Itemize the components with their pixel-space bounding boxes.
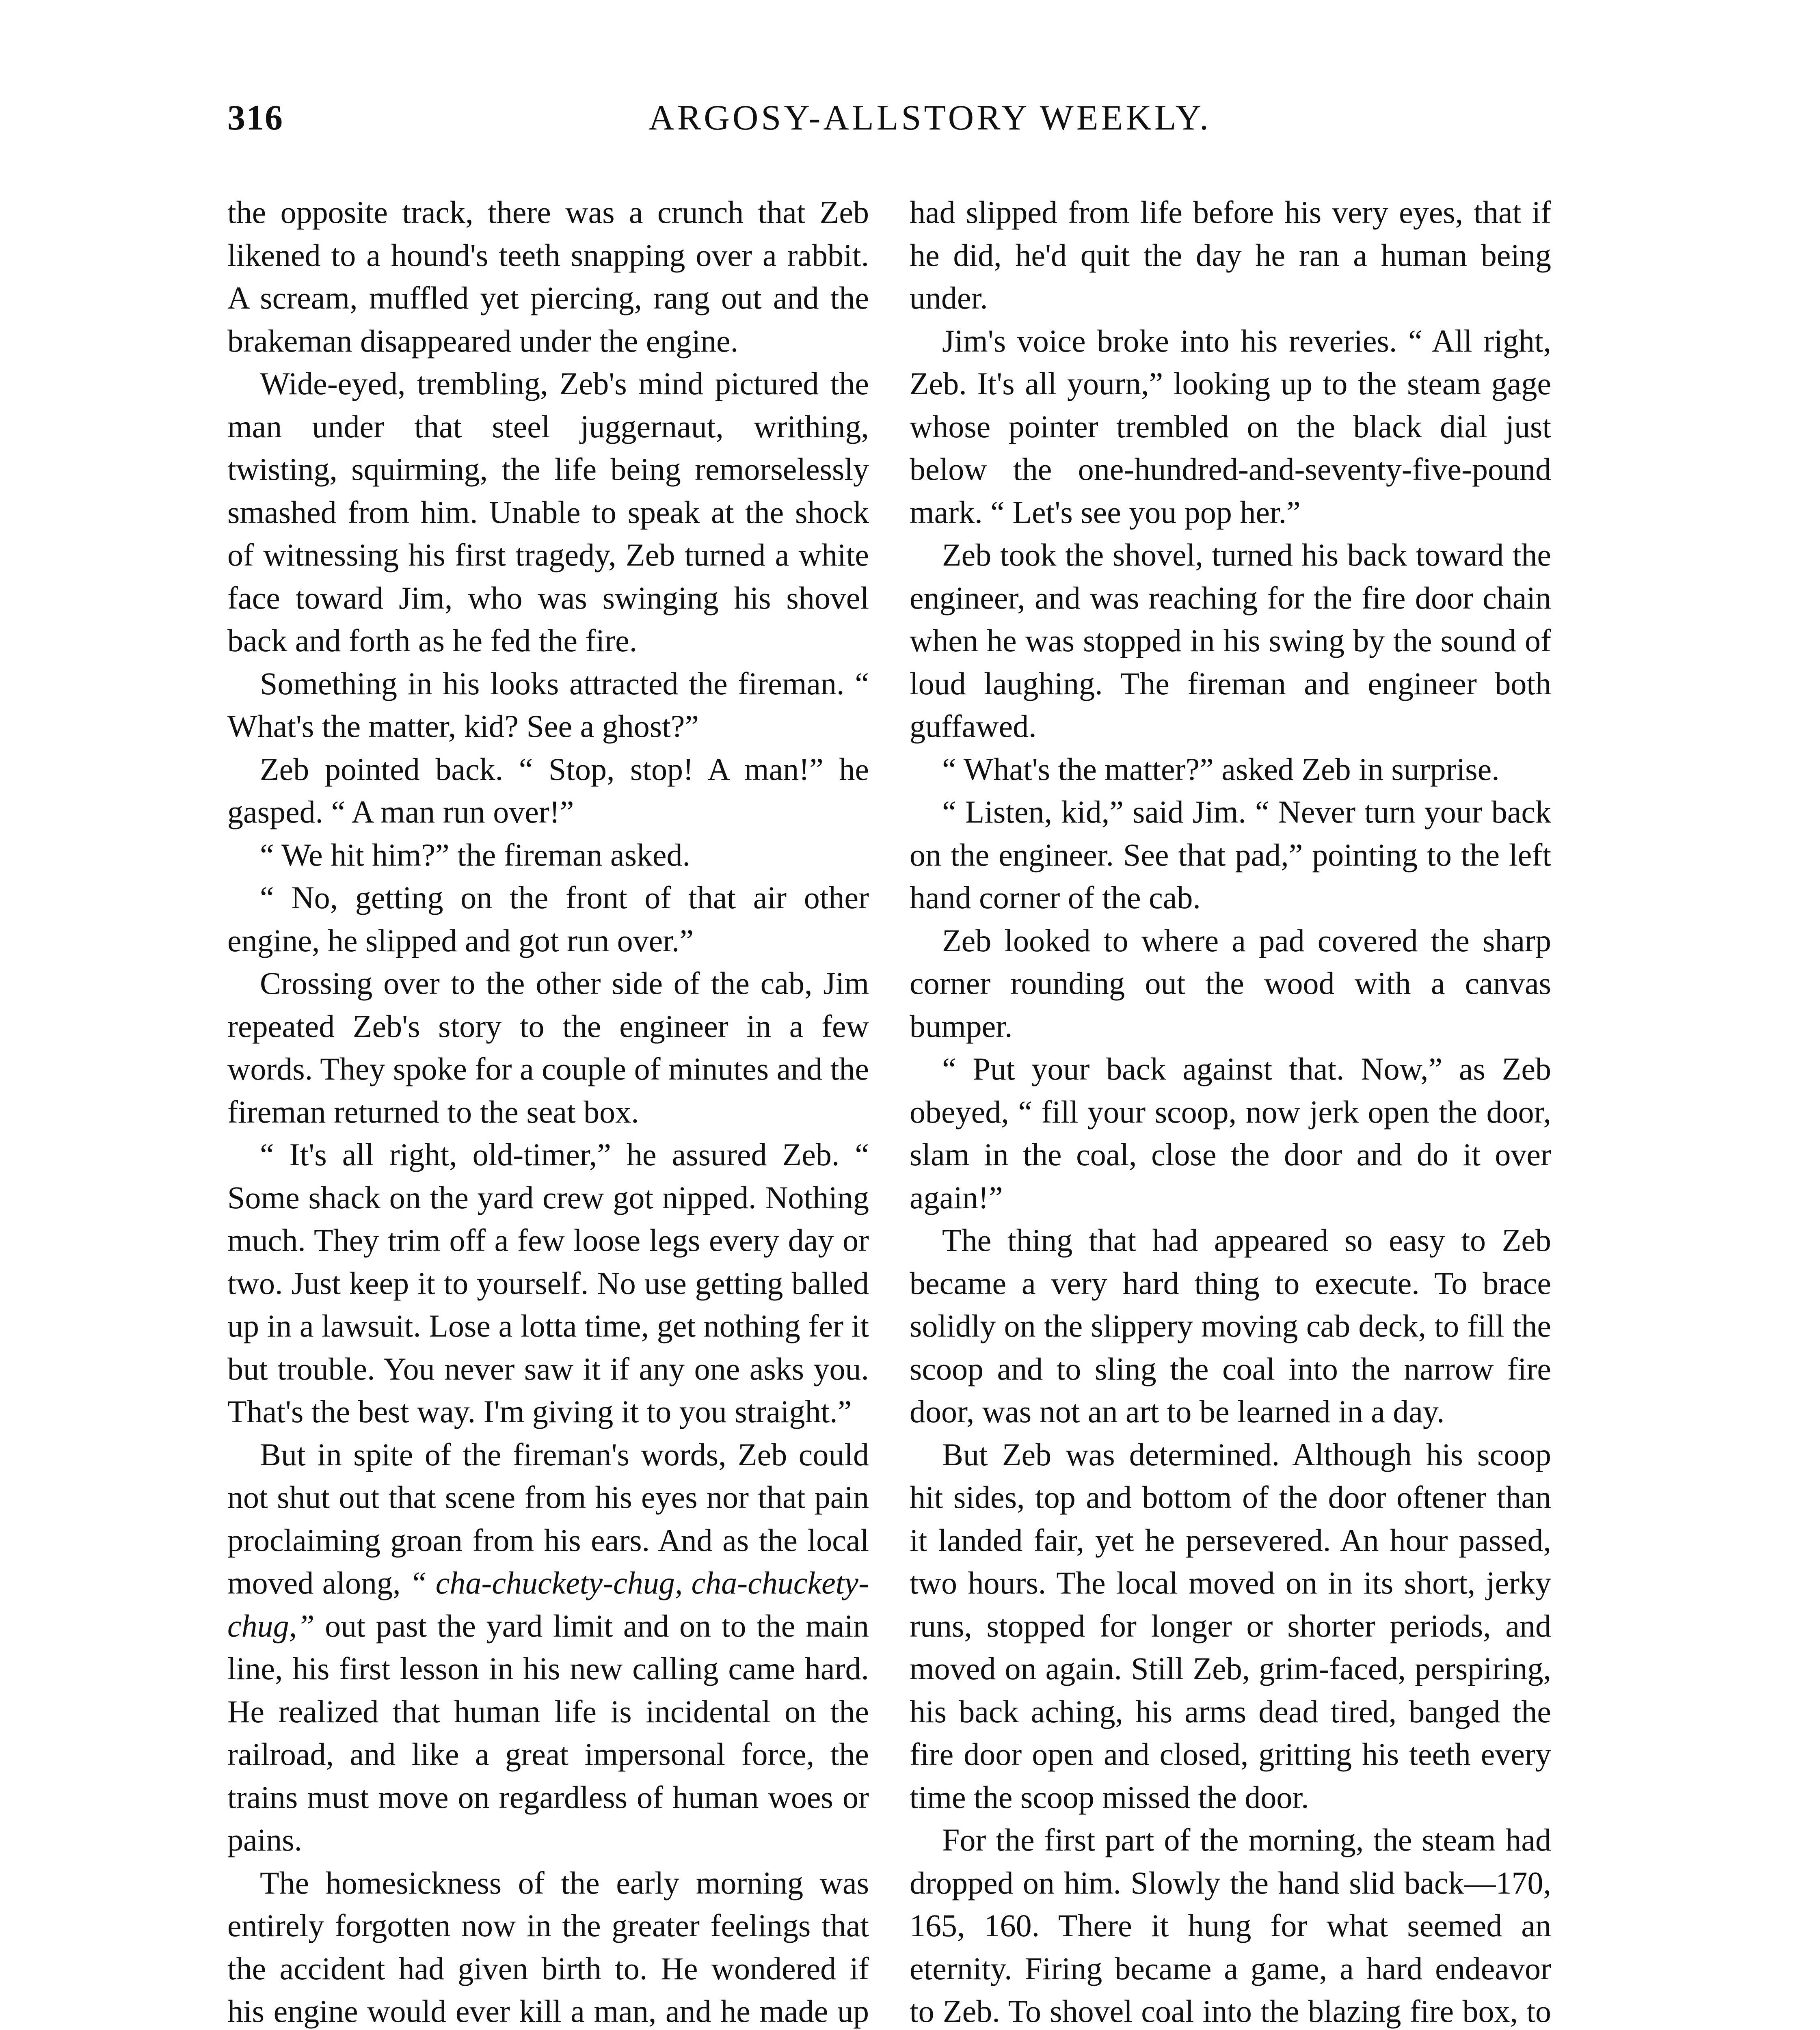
- paragraph: The thing that had appeared so easy to Zeb became a very hard thing to execute. To brace solidly on the slippery moving cab deck, to fill the scoop and to sling the coal into the narrow fire door, was not an art to be learned in a day.: [910, 1222, 1551, 1429]
- paragraph: “ What's the matter?” asked Zeb in surprise.: [942, 751, 1500, 787]
- paragraph: For the first part of the morning, the steam had dropped on him. Slowly the hand slid back—170, 165, 160. There it hung for what seemed an eternity. Firing became a game, a hard endeavor to Zeb. To shovel coal into the blazing fire box, to: [910, 1822, 1551, 2029]
- paragraph: “ Put your back against that. Now,” as Zeb obeyed, “ fill your scoop, now jerk open the door, slam in the coal, close the door and do it over again!”: [910, 1051, 1551, 1215]
- paragraph: Jim's voice broke into his reveries. “ All right, Zeb. It's all yourn,” looking up to the steam gage whose pointer trembled on the black dial just below the one-hundred-and-seventy-five-pound mark. “ Let's see you pop her.”: [910, 323, 1551, 530]
- italic-sound-effect: “ cha-chuckety-chug, cha-chuckety-chug,”: [227, 1565, 869, 1643]
- paragraph: Zeb pointed back. “ Stop, stop! A man!” he gasped. “ A man run over!”: [227, 751, 869, 829]
- paragraph: Something in his looks attracted the fireman. “ What's the matter, kid? See a ghost?”: [227, 665, 869, 744]
- paragraph: had slipped from life before his very eyes, that if he did, he'd quit the day he ran a human being under.: [910, 194, 1551, 315]
- paragraph: “ It's all right, old-timer,” he assured Zeb. “ Some shack on the yard crew got nipped. Nothing much. They trim off a few loose legs every day or two. Just keep it to yourself. No use getting balled up in a lawsuit. Lose a lotta time, get nothing fer it but trouble. You never saw it if any one asks you. That's the best way. I'm giving it to you straight.”: [227, 1137, 869, 1429]
- running-head: ARGOSY-ALLSTORY WEEKLY.: [648, 98, 1211, 138]
- paragraph: Zeb looked to where a pad covered the sharp corner rounding out the wood with a canvas bumper.: [910, 922, 1551, 1044]
- paragraph: the opposite track, there was a crunch that Zeb likened to a hound's teeth snapping over a rabbit. A scream, muffled yet piercing, rang out and the brakeman disappeared under the engine.: [227, 194, 869, 358]
- paragraph: Wide-eyed, trembling, Zeb's mind pictured the man under that steel juggernaut, writhing, twisting, squirming, the life being remorselessly smashed from him. Unable to speak at the shock of witnessing his first tragedy, Zeb turned a white face toward Jim, who was swinging his shovel back and forth as he fed the fire.: [227, 366, 869, 658]
- paragraph: But Zeb was determined. Although his scoop hit sides, top and bottom of the door oftener than it landed fair, yet he persevered. An hour passed, two hours. The local moved on in its short, jerky runs, stopped for longer or shorter periods, and moved on again. Still Zeb, grim-faced, perspiring, his back aching, his arms dead tired, banged the fire door open and closed, gritting his teeth every time the scoop missed the door.: [910, 1436, 1551, 1815]
- paragraph: The homesickness of the early morning was entirely forgotten now in the greater feelings that the accident had given birth to. He wondered if his engine would ever kill a man, and he made up: [227, 1865, 869, 2029]
- paragraph-text: But in spite of the fireman's words, Zeb could not shut out that scene from his eyes nor that pain proclaiming groan from his ears. And as the local moved along,: [227, 1436, 869, 1600]
- paragraph-text: out past the yard limit and on to the main line, his first lesson in his new calling came hard. He realized that human life is incidental on the railroad, and like a great impersonal force, the trains must move on regardless of human woes or pains.: [227, 1608, 869, 1857]
- paragraph: “ We hit him?” the fireman asked.: [260, 837, 691, 872]
- paragraph: Crossing over to the other side of the cab, Jim repeated Zeb's story to the engineer in a few words. They spoke for a couple of minutes and the fireman returned to the seat box.: [227, 965, 869, 1129]
- page-header: [227, 97, 1632, 154]
- paragraph: Zeb took the shovel, turned his back toward the engineer, and was reaching for the fire door chain when he was stopped in his swing by the sound of loud laughing. The fireman and engineer both guffawed.: [910, 537, 1551, 744]
- paragraph: “ No, getting on the front of that air other engine, he slipped and got run over.”: [227, 880, 869, 958]
- paragraph: [227, 1433, 869, 1862]
- left-column: [227, 191, 869, 2030]
- right-column: [910, 191, 1551, 2030]
- page-number: 316: [227, 98, 283, 138]
- paragraph: “ Listen, kid,” said Jim. “ Never turn your back on the engineer. See that pad,” pointing to the left hand corner of the cab.: [910, 794, 1551, 915]
